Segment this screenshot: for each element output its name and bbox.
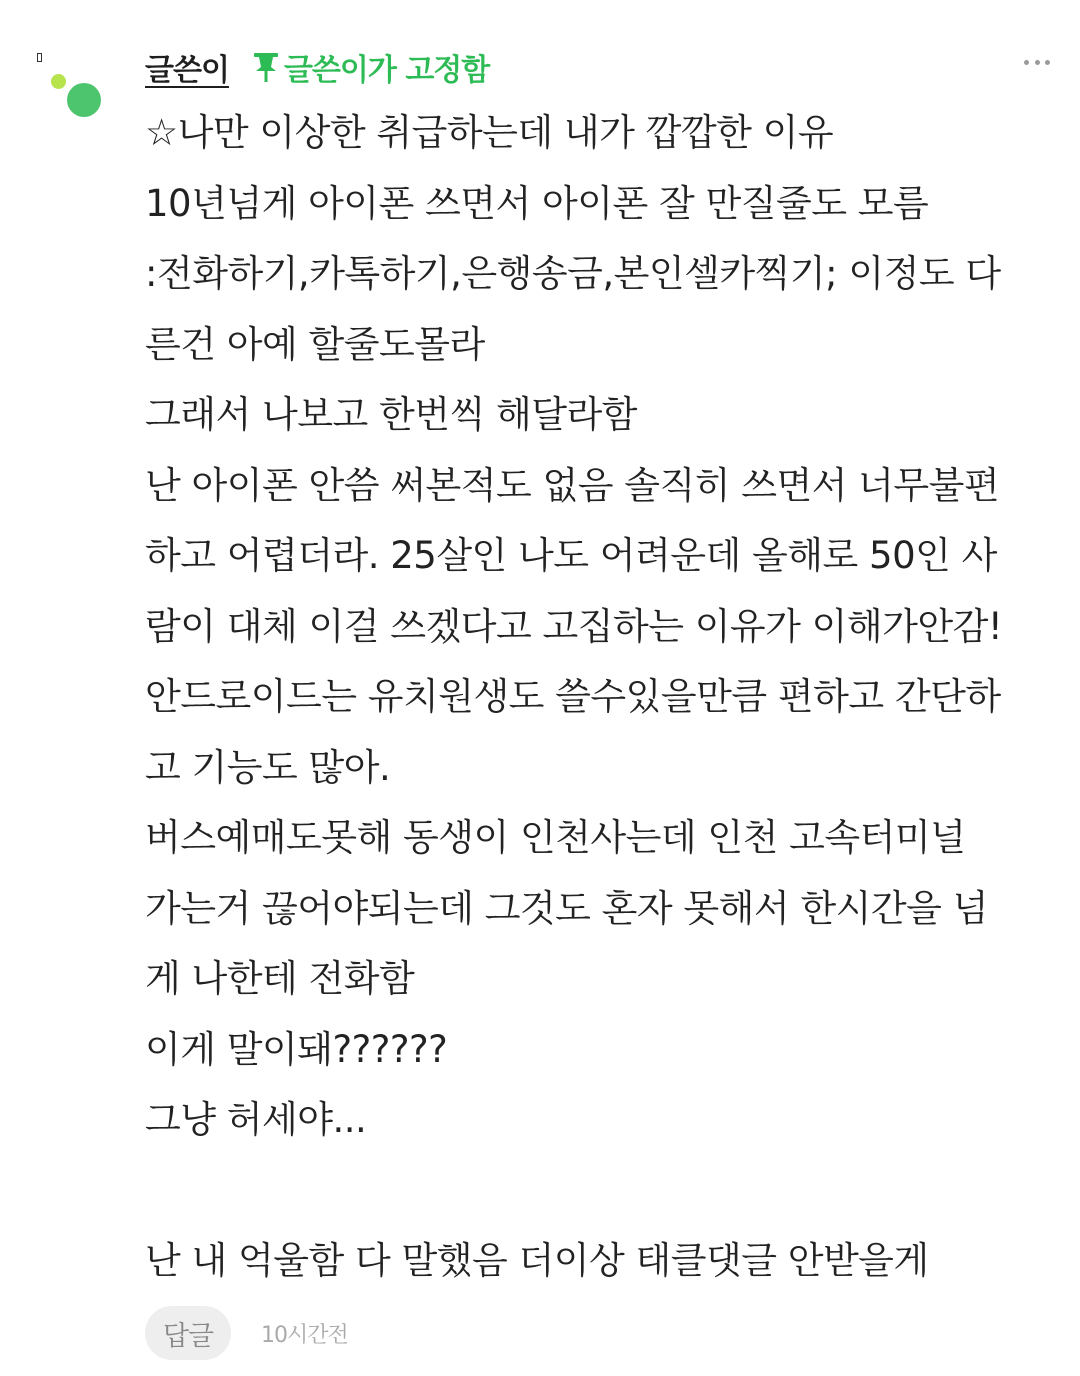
more-options-icon[interactable]: [1024, 52, 1050, 72]
comment-line: 가는거 끊어야되는데 그것도 혼자 못해서 한시간을 넘: [145, 886, 988, 930]
avatar-dot-big: [67, 83, 101, 117]
more-dot: [1024, 60, 1029, 65]
avatar[interactable]: [30, 48, 110, 128]
comment-blank-line: [145, 1156, 1055, 1227]
comment-line: 그래서 나보고 한번씩 해달라함: [145, 393, 637, 436]
reply-button[interactable]: 답글: [145, 1306, 231, 1360]
comment-line: 이게 말이돼??????: [145, 1027, 448, 1071]
comment-line: 안드로이드는 유치원생도 쓸수있을만큼 편하고 간단하: [145, 675, 1001, 718]
avatar-square-glyph: [37, 53, 42, 62]
comment-line: :전화하기,카톡하기,은행송금,본인셀카찍기; 이정도 다: [145, 252, 1001, 295]
more-dot: [1045, 60, 1050, 65]
more-dot: [1035, 60, 1040, 65]
comment-line: 게 나한테 전화함: [145, 957, 415, 1000]
comment-line: 른건 아예 할줄도몰라: [145, 322, 485, 366]
comment-line: 10년넘게 아이폰 쓰면서 아이폰 잘 만질줄도 모름: [145, 181, 929, 225]
comment-line: 난 내 억울함 다 말했음 더이상 태클댓글 안받을게: [145, 1239, 929, 1282]
comment-line: 버스예매도못해 동생이 인천사는데 인천 고속터미널: [145, 816, 966, 859]
comment-footer: [145, 1306, 348, 1360]
comment-line: 람이 대체 이걸 쓰겠다고 고집하는 이유가 이해가안감!: [145, 604, 1003, 648]
comment-line: 그냥 허세야...: [145, 1098, 367, 1141]
pinned-badge: [251, 45, 489, 89]
author-name[interactable]: 글쓴이: [145, 53, 229, 88]
timestamp: 10시간전: [261, 1322, 348, 1348]
comment-line: 고 기능도 많아.: [145, 745, 391, 789]
comment-header: [145, 44, 489, 90]
comment-line: 하고 어렵더라. 25살인 나도 어려운데 올해로 50인 사: [145, 534, 997, 577]
comment-line: ☆나만 이상한 취급하는데 내가 깝깝한 이유: [145, 111, 834, 154]
pinned-label: 글쓴이가 고정함: [283, 53, 490, 88]
comment-line: 난 아이폰 안씀 써본적도 없음 솔직히 쓰면서 너무불편: [145, 463, 1000, 507]
comment-body: [145, 98, 1055, 1297]
avatar-dot-small: [51, 74, 66, 89]
pin-icon: [251, 50, 281, 84]
